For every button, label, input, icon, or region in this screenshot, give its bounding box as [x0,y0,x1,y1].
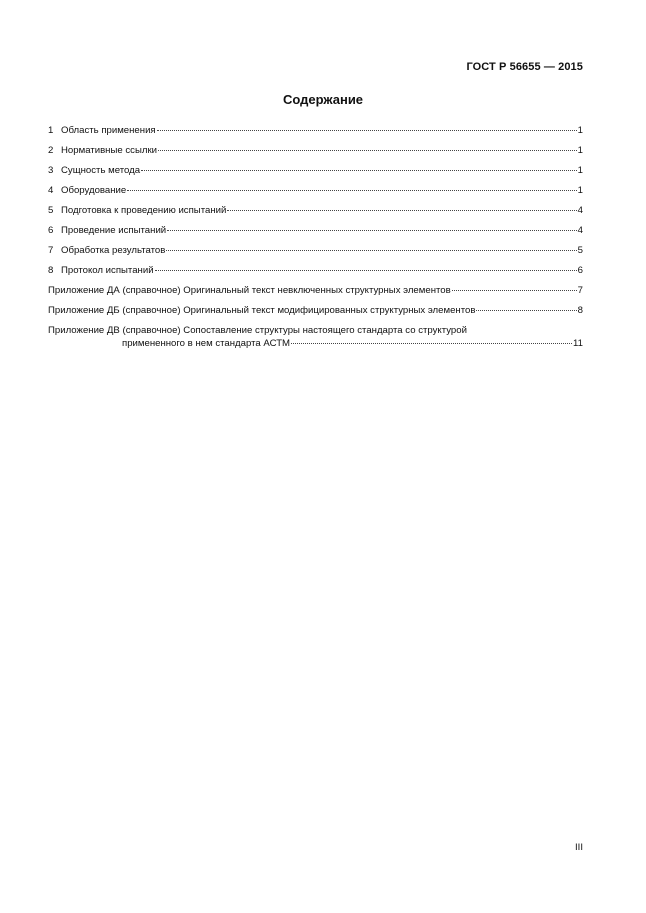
toc-appendix-page: 8 [577,305,583,316]
toc-appendix[interactable] [48,304,583,324]
toc-appendix[interactable] [48,284,583,304]
toc-item[interactable] [48,204,583,224]
toc-item-number: 2 [48,145,54,156]
toc-item-number: 8 [48,265,54,276]
toc-item-label: Обработка результатов [61,245,166,256]
toc-item[interactable] [48,264,583,284]
toc-item-page: 4 [577,205,583,216]
toc-appendix-page: 11 [573,338,583,349]
toc-item-page: 1 [577,125,583,136]
page-number: III [575,842,583,853]
toc-item-page: 1 [577,145,583,156]
dot-leader [155,270,577,271]
toc-item[interactable] [48,164,583,184]
toc-item-label: Область применения [61,125,156,136]
toc-item-label: Подготовка к проведению испытаний [61,205,227,216]
toc-appendix-label: Приложение ДА (справочное) Оригинальный текст невключенных структурных элементов [48,285,451,296]
dot-leader [158,150,577,151]
table-of-contents [48,124,583,358]
toc-item-number: 4 [48,185,54,196]
toc-appendix[interactable] [48,324,583,358]
toc-appendix-label: Приложение ДБ (справочное) Оригинальный текст модифицированных структурных элементов [48,305,476,316]
toc-item-page: 4 [577,225,583,236]
dot-leader [452,290,577,291]
toc-item[interactable] [48,124,583,144]
dot-leader [167,230,577,231]
toc-item-page: 1 [577,185,583,196]
toc-item[interactable] [48,184,583,204]
page-title: Содержание [282,92,364,107]
toc-item[interactable] [48,244,583,264]
toc-item-number: 7 [48,245,54,256]
toc-appendix-page: 7 [577,285,583,296]
toc-item-label: Протокол испытаний [61,265,154,276]
toc-item-label: Сущность метода [61,165,141,176]
dot-leader [291,343,572,344]
toc-item-number: 5 [48,205,54,216]
toc-item[interactable] [48,224,583,244]
toc-item-label: Нормативные ссылки [61,145,158,156]
toc-item-page: 5 [577,245,583,256]
toc-item-number: 3 [48,165,54,176]
dot-leader [166,250,576,251]
toc-item-label: Проведение испытаний [61,225,167,236]
dot-leader [476,310,576,311]
dot-leader [127,190,576,191]
toc-item-page: 6 [577,265,583,276]
document-code: ГОСТ Р 56655 — 2015 [466,61,583,73]
dot-leader [157,130,577,131]
toc-appendix-label-continuation: примененного в нем стандарта АСТМ [122,338,291,349]
toc-item-page: 1 [577,165,583,176]
toc-appendix-label: Приложение ДВ (справочное) Сопоставление структуры настоящего стандарта со структурой [48,325,467,336]
dot-leader [141,170,577,171]
toc-item-number: 1 [48,125,54,136]
dot-leader [227,210,576,211]
toc-item-number: 6 [48,225,54,236]
toc-item-label: Оборудование [61,185,127,196]
toc-item[interactable] [48,144,583,164]
